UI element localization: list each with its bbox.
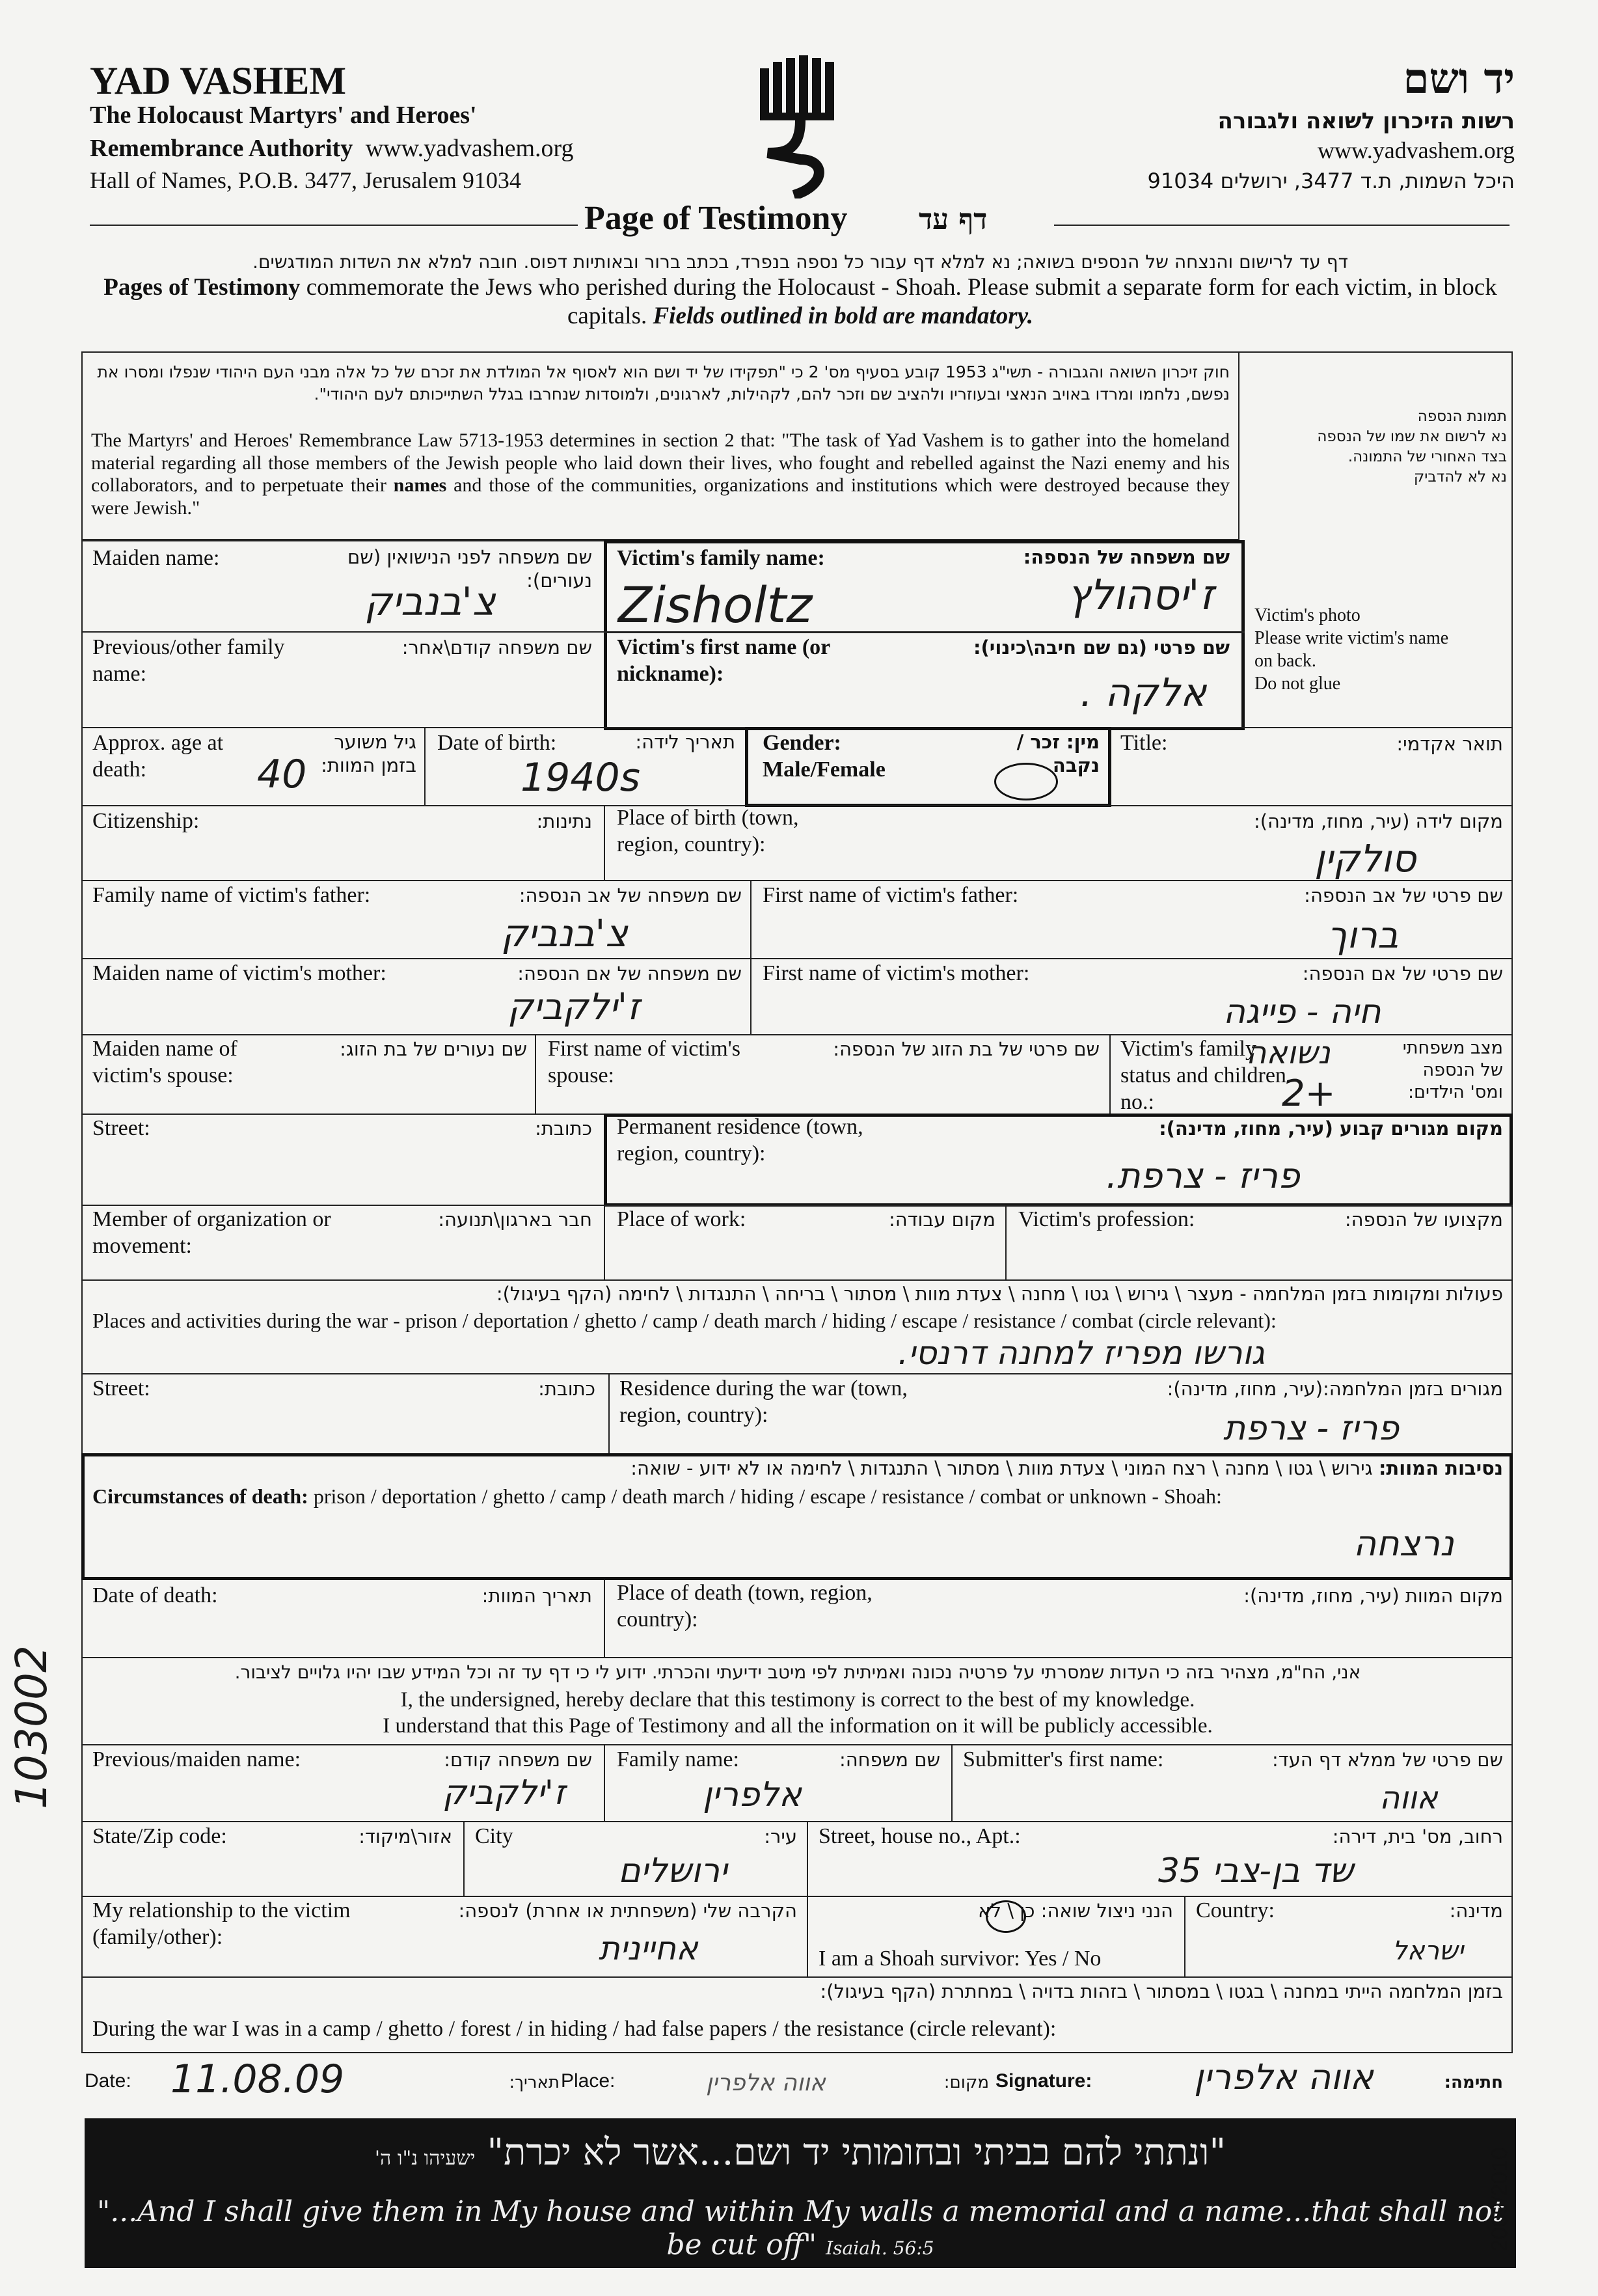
place-of-death-he: מקום המוות (עיר, מחוז, מדינה): bbox=[1243, 1585, 1503, 1607]
photo-en-line2: Please write victim's name bbox=[1254, 628, 1449, 648]
survivor-he: הנני ניצול שואה: כן \ לא bbox=[978, 1900, 1173, 1922]
mother-maiden-name-he: שם משפחה של אם הנספה: bbox=[517, 963, 742, 985]
row-line-6 bbox=[81, 958, 1513, 959]
submitter-first-name-label: Submitter's first name: bbox=[963, 1747, 1164, 1771]
law-en-part1: The Martyrs' and Heroes' Remembrance Law 5713-1953 determines in section 2 that: "The task of Yad Vashem is to gather into the homeland material regarding all those members of the Jewish people who laid down their lives, who fought and rebelled against the Nazi enemy and his collaborators, and to perpetuate their bbox=[91, 430, 1230, 496]
mother-first-name-value[interactable]: חיה - פייגה bbox=[1223, 992, 1381, 1032]
date-of-death-label: Date of death: bbox=[92, 1583, 218, 1607]
title-label: Title: bbox=[1120, 731, 1168, 755]
profession-label: Victim's profession: bbox=[1018, 1207, 1195, 1231]
country-label: Country: bbox=[1196, 1898, 1275, 1922]
row7-v2 bbox=[1109, 1034, 1111, 1114]
approx-age-value[interactable]: 40 bbox=[257, 752, 307, 797]
zip-he: אזור\מיקוד: bbox=[359, 1825, 452, 1848]
intro-en bbox=[98, 273, 1503, 331]
date-of-birth-value[interactable]: 1940s bbox=[521, 755, 640, 800]
row7-v1 bbox=[535, 1034, 536, 1114]
row-line-18 bbox=[81, 1976, 1513, 1978]
intro-en-bold: Pages of Testimony bbox=[103, 274, 301, 301]
row-line-17 bbox=[81, 1896, 1513, 1897]
relationship-value[interactable]: אחיינית bbox=[599, 1930, 698, 1967]
year-stamp: 2009/2010 bbox=[1487, 2147, 1512, 2252]
circumstances-he-bold: נסיבות המוות: bbox=[1378, 1457, 1503, 1479]
victim-family-name-value-he[interactable]: ז'יסהולץ bbox=[1067, 571, 1214, 620]
citizenship-he: נתינות: bbox=[536, 810, 592, 832]
intro-he: דף עד לרישום והנצחה של הנספים בשואה; נא למלא דף עבור כל נספה בנפרד, בכתב ברור ובאותיות דפוס. חובה למלא את השדות המודגשים. bbox=[252, 251, 1348, 273]
address-he: היכל השמות, ת.ד 3477, ירושלים 91034 bbox=[1147, 169, 1515, 193]
country-he: מדינה: bbox=[1449, 1900, 1503, 1922]
row3-v1 bbox=[424, 727, 426, 805]
circumstances-he-rest: גירוש \ גטו \ מחנה \ רצח המוני \ צעדת מוות \ מסתור \ התנגדות \ לחימה או לא ידוע - שואה: bbox=[630, 1457, 1379, 1479]
submitter-war-en: During the war I was in a camp / ghetto / forest / in hiding / had false papers / the resistance (circle relevant): bbox=[92, 2017, 1057, 2041]
declaration-en1: I, the undersigned, hereby declare that this testimony is correct to the best of my knowledge. bbox=[400, 1688, 1195, 1712]
mother-maiden-name-label: Maiden name of victim's mother: bbox=[92, 961, 386, 985]
quote-banner bbox=[85, 2118, 1516, 2268]
family-status-he: מצב משפחתי של הנספה ומס' הילדים: bbox=[1402, 1038, 1503, 1102]
quote-he: "ונתתי להם בביתי ובחומותי יד ושם...אשר לא יכרת" bbox=[487, 2131, 1226, 2174]
zip-label: State/Zip code: bbox=[92, 1824, 227, 1848]
submitter-street-value[interactable]: שד בן-צבי 35 bbox=[1158, 1852, 1353, 1891]
quote-source-en: Isaiah. 56:5 bbox=[826, 2237, 934, 2259]
website-right: www.yadvashem.org bbox=[1318, 137, 1515, 163]
city-label: City bbox=[475, 1824, 513, 1848]
circumstances-value[interactable]: נרצחה bbox=[1353, 1523, 1454, 1564]
street2-he: כתובת: bbox=[538, 1378, 595, 1400]
survivor-label: I am a Shoah survivor: Yes / No bbox=[819, 1947, 1102, 1971]
approx-age-label: Approx. age at death: bbox=[92, 731, 224, 782]
mother-first-name-he: שם פרטי של אם הנספה: bbox=[1302, 963, 1503, 985]
authority-he: רשות הזיכרון לשואה ולגבורה bbox=[1217, 108, 1515, 134]
law-en-names: names bbox=[393, 474, 447, 496]
form-title-he: דף עד bbox=[919, 203, 988, 236]
organization-he: חבר בארגון\תנועה: bbox=[438, 1209, 592, 1231]
spouse-maiden-name-he: שם נעורים של בת הזוג: bbox=[340, 1038, 527, 1060]
previous-family-name-label: Previous/other family name: bbox=[92, 635, 285, 686]
place-of-work-he: מקום עבודה: bbox=[888, 1209, 995, 1231]
submitter-prev-name-value[interactable]: ז'ילקביק bbox=[442, 1773, 565, 1812]
place-of-birth-label: Place of birth (town, region, country): bbox=[617, 806, 799, 856]
father-family-name-he: שם משפחה של אב הנספה: bbox=[519, 884, 742, 907]
declaration-en2: I understand that this Page of Testimony and all the information on it will be publicly accessible. bbox=[383, 1714, 1213, 1738]
photo-en-line1: Victim's photo bbox=[1254, 605, 1361, 625]
date-he: תאריך: bbox=[509, 2073, 560, 2092]
sub1-v1 bbox=[604, 1744, 605, 1821]
photo-he-line3: נא לא להדביק bbox=[1413, 469, 1507, 486]
photo-en-line4: Do not glue bbox=[1254, 674, 1341, 694]
submitter-family-name-he: שם משפחה: bbox=[839, 1749, 940, 1771]
sub3-v2 bbox=[1184, 1896, 1185, 1976]
quote-en-line bbox=[85, 2195, 1516, 2262]
row4-v1 bbox=[604, 805, 605, 880]
submitter-family-name-label: Family name: bbox=[617, 1747, 739, 1771]
previous-family-name-he: שם משפחה קודם\אחר: bbox=[401, 636, 592, 659]
signature-he: חתימה: bbox=[1444, 2073, 1503, 2092]
victim-first-name-he: שם פרטי (גם שם חיבה\כינוי): bbox=[973, 636, 1230, 659]
place-of-birth-value[interactable]: סולקין bbox=[1314, 836, 1416, 881]
photo-he-title: תמונת הנספה bbox=[1417, 408, 1507, 425]
permanent-residence-he: מקום מגורים קבוע (עיר, מחוז, מדינה): bbox=[1159, 1117, 1503, 1140]
law-he: חוק זיכרון השואה והגבורה - תשי"ג 1953 קובע בסעיף מס' 2 כי "תפקידו של יד ושם הוא לאסוף אל המולדת את זכרם של כל אלה מבני העם היהודי שנפלו ומסרו את נפשם, נלחמו ומרדו באויב הנאצי ובעוזריו ולהציב שם וזכר להם, לקהילות, לארגונים, ולמוסדות שנחרבו בגלל השתייכותם לעם היהודי". bbox=[97, 362, 1230, 403]
header-rule-right bbox=[1054, 225, 1510, 226]
date-of-death-he: תאריך המוות: bbox=[481, 1585, 592, 1607]
father-first-name-he: שם פרטי של אב הנספה: bbox=[1304, 884, 1503, 907]
street2-label: Street: bbox=[92, 1376, 150, 1401]
victim-family-name-he: שם משפחה של הנספה: bbox=[1023, 546, 1230, 568]
sub1-v2 bbox=[951, 1744, 953, 1821]
signature-label: Signature: bbox=[995, 2070, 1092, 2092]
authority-line2-text: Remembrance Authority bbox=[90, 135, 353, 162]
gender-label: Gender: Male/Female bbox=[763, 731, 886, 782]
war-residence-value[interactable]: פריז - צרפת bbox=[1223, 1409, 1400, 1448]
place-of-death-label: Place of death (town, region, country): bbox=[617, 1581, 873, 1632]
title-he: תואר אקדמי: bbox=[1396, 733, 1503, 755]
date-of-birth-he: תאריך לידה: bbox=[635, 731, 735, 753]
permanent-residence-value[interactable]: פריז - צרפת. bbox=[1106, 1155, 1300, 1196]
row9-v2 bbox=[1005, 1205, 1007, 1279]
row11-v1 bbox=[608, 1373, 610, 1455]
maiden-name-he: שם משפחה לפני הנישואין (שם נעורים): bbox=[347, 546, 592, 592]
address-en: Hall of Names, P.O.B. 3477, Jerusalem 91034 bbox=[90, 167, 521, 193]
submitter-first-name-he: שם פרטי של ממלא דף העד: bbox=[1271, 1749, 1503, 1771]
permanent-residence-label: Permanent residence (town, region, country): bbox=[617, 1115, 863, 1166]
photo-he bbox=[1317, 407, 1507, 487]
submitter-prev-name-label: Previous/maiden name: bbox=[92, 1747, 301, 1771]
photo-en-line3: on back. bbox=[1254, 651, 1316, 671]
city-he: עיר: bbox=[764, 1825, 797, 1848]
submitter-first-name-value[interactable]: אווה bbox=[1379, 1780, 1438, 1816]
submitter-family-name-value[interactable]: אלפרין bbox=[703, 1775, 802, 1814]
war-activities-he: פעולות ומקומות בזמן המלחמה - מעצר \ גירוש \ גטו \ מחנה \ צעדת מוות \ מסתור \ בריחה \ התנגדות \ לחימה (הקף בעיגול): bbox=[496, 1283, 1503, 1305]
form-title-en: Page of Testimony bbox=[584, 200, 848, 237]
website-left: www.yadvashem.org bbox=[365, 135, 574, 162]
place-of-work-label: Place of work: bbox=[617, 1207, 746, 1231]
maiden-name-value[interactable]: צ'בנביק bbox=[364, 579, 496, 625]
war-activities-en: Places and activities during the war - prison / deportation / ghetto / camp / death march / hiding / escape / resistance / combat (circle relevant): bbox=[92, 1309, 1277, 1332]
row-line-9 bbox=[81, 1205, 1513, 1206]
row-line-10 bbox=[81, 1279, 1513, 1281]
row-line-15 bbox=[81, 1744, 1513, 1745]
place-value[interactable]: אווה אלפרין bbox=[706, 2070, 826, 2096]
declaration-he: אני, הח"מ, מצהיר בזה כי העדות שמסרתי על פרטיה נכונה ואמיתית לפי מיטב ידיעתי והכרתי. ידוע לי כי דף עד זה וכל המידע שבו יהיו גלויים לציבור. bbox=[234, 1661, 1361, 1683]
victim-family-name-label: Victim's family name: bbox=[617, 546, 825, 570]
date-of-birth-label: Date of birth: bbox=[437, 731, 557, 755]
father-first-name-value[interactable]: ברוך bbox=[1327, 914, 1399, 957]
war-residence-label: Residence during the war (town, region, country): bbox=[619, 1376, 908, 1427]
spouse-first-name-label: First name of victim's spouse: bbox=[548, 1037, 741, 1087]
mother-maiden-name-value[interactable]: ז'ילקביק bbox=[508, 986, 640, 1028]
father-family-name-value[interactable]: צ'בנביק bbox=[501, 911, 628, 955]
row-line-14 bbox=[81, 1657, 1513, 1658]
circumstances-en-rest: prison / deportation / ghetto / camp / death march / hiding / escape / resistance / combat or unknown - Shoah: bbox=[308, 1484, 1222, 1508]
quote-source-he: ישעיהו נ"ו ה' bbox=[374, 2147, 476, 2170]
sub2-v1 bbox=[463, 1821, 465, 1896]
place-of-birth-he: מקום לידה (עיר, מחוז, מדינה): bbox=[1253, 810, 1503, 832]
profession-he: מקצועו של הנספה: bbox=[1344, 1209, 1503, 1231]
row-line-11 bbox=[81, 1373, 1513, 1374]
photo-en bbox=[1254, 604, 1448, 695]
submitter-prev-name-he: שם משפחה קודם: bbox=[444, 1749, 592, 1771]
signature-value[interactable]: אווה אלפרין bbox=[1194, 2057, 1374, 2098]
yad-vashem-logo bbox=[755, 55, 846, 198]
row-line-5 bbox=[81, 880, 1513, 881]
family-status-label: Victim's family status and children no.: bbox=[1120, 1037, 1286, 1114]
war-activities-value[interactable]: גורשו מפריז למחנה דרנסי. bbox=[898, 1334, 1265, 1372]
father-first-name-label: First name of victim's father: bbox=[763, 883, 1019, 907]
relationship-he: הקרבה שלי (משפחתית או אחרת) לנספה: bbox=[458, 1900, 797, 1922]
quote-he-line bbox=[85, 2130, 1516, 2176]
margin-number: 103002 bbox=[7, 1645, 57, 1809]
gender-circle[interactable] bbox=[994, 763, 1058, 800]
intro-en-mandatory: Fields outlined in bold are mandatory. bbox=[653, 303, 1034, 330]
citizenship-label: Citizenship: bbox=[92, 809, 200, 833]
photo-he-line1: נא לרשום את שמו של הנספה bbox=[1317, 428, 1507, 446]
sub3-v1 bbox=[807, 1896, 808, 1976]
sub2-v2 bbox=[807, 1821, 808, 1896]
circumstances-en bbox=[92, 1484, 1222, 1509]
header-rule-left bbox=[90, 225, 578, 226]
victim-first-name-value[interactable]: אלקה . bbox=[1080, 670, 1207, 716]
row-line-16 bbox=[81, 1821, 1513, 1822]
law-en-part2: and those of the communities, organizations and institutions which were destroyed because they were Jewish." bbox=[91, 474, 1230, 519]
organization-label: Member of organization or movement: bbox=[92, 1207, 331, 1258]
row9-v1 bbox=[604, 1205, 605, 1279]
gender-he: מין: זכר / נקבה bbox=[1016, 731, 1100, 777]
place-he: מקום: bbox=[943, 2073, 989, 2092]
country-value[interactable]: ישראל bbox=[1392, 1936, 1464, 1966]
family-status-value[interactable]: נשואה bbox=[1246, 1035, 1331, 1071]
row-line-2 bbox=[81, 631, 605, 633]
spouse-first-name-he: שם פרטי של בת הזוג של הנספה: bbox=[833, 1038, 1100, 1060]
father-family-name-label: Family name of victim's father: bbox=[92, 883, 371, 907]
row13-v1 bbox=[604, 1580, 605, 1657]
submitter-street-label: Street, house no., Apt.: bbox=[819, 1824, 1021, 1848]
circumstances-he bbox=[92, 1456, 1503, 1480]
law-en bbox=[91, 430, 1230, 519]
intro-en-rest: commemorate the Jews who perished during the Holocaust - Shoah. Please submit a separate form for each victim, in block capitals. bbox=[300, 274, 1497, 330]
place-label: Place: bbox=[561, 2070, 616, 2092]
org-name-he: יד ושם bbox=[1403, 55, 1515, 103]
children-value[interactable]: 2+ bbox=[1282, 1073, 1336, 1115]
victim-first-name-label: Victim's first name (or nickname): bbox=[617, 635, 830, 686]
spouse-maiden-name-label: Maiden name of victim's spouse: bbox=[92, 1037, 237, 1087]
city-value[interactable]: ירושלים bbox=[618, 1852, 727, 1891]
row5-v1 bbox=[750, 880, 752, 1034]
authority-line1: The Holocaust Martyrs' and Heroes' bbox=[90, 102, 477, 129]
date-value[interactable]: 11.08.09 bbox=[170, 2057, 345, 2102]
street1-label: Street: bbox=[92, 1116, 150, 1140]
approx-age-he: גיל משוער בזמן המוות: bbox=[321, 731, 416, 777]
relationship-label: My relationship to the victim (family/other): bbox=[92, 1898, 351, 1949]
circumstances-en-bold: Circumstances of death: bbox=[92, 1484, 308, 1508]
authority-line2 bbox=[90, 134, 573, 164]
quote-en: "...And I shall give them in My house and within My walls a memorial and a name...that shall not be cut off" bbox=[97, 2195, 1504, 2262]
submitter-war-he: בזמן המלחמה הייתי במחנה \ בגטו \ במסתור \ בזהות בדויה \ במחתרת (הקף בעיגול): bbox=[820, 1980, 1503, 2002]
survivor-circle[interactable] bbox=[986, 1900, 1026, 1933]
street1-he: כתובת: bbox=[535, 1117, 592, 1140]
victim-family-name-latin[interactable]: Zisholtz bbox=[618, 576, 813, 634]
org-name-en: YAD VASHEM bbox=[90, 59, 347, 102]
date-label: Date: bbox=[85, 2070, 131, 2092]
submitter-street-he: רחוב, מס' בית, דירה: bbox=[1332, 1825, 1503, 1848]
maiden-name-label: Maiden name: bbox=[92, 546, 220, 570]
war-residence-he: מגורים בזמן המלחמה:(עיר, מחוז, מדינה): bbox=[1167, 1378, 1503, 1400]
mother-first-name-label: First name of victim's mother: bbox=[763, 961, 1030, 985]
photo-he-line2: בצד האחורי של התמונה. bbox=[1347, 448, 1507, 466]
